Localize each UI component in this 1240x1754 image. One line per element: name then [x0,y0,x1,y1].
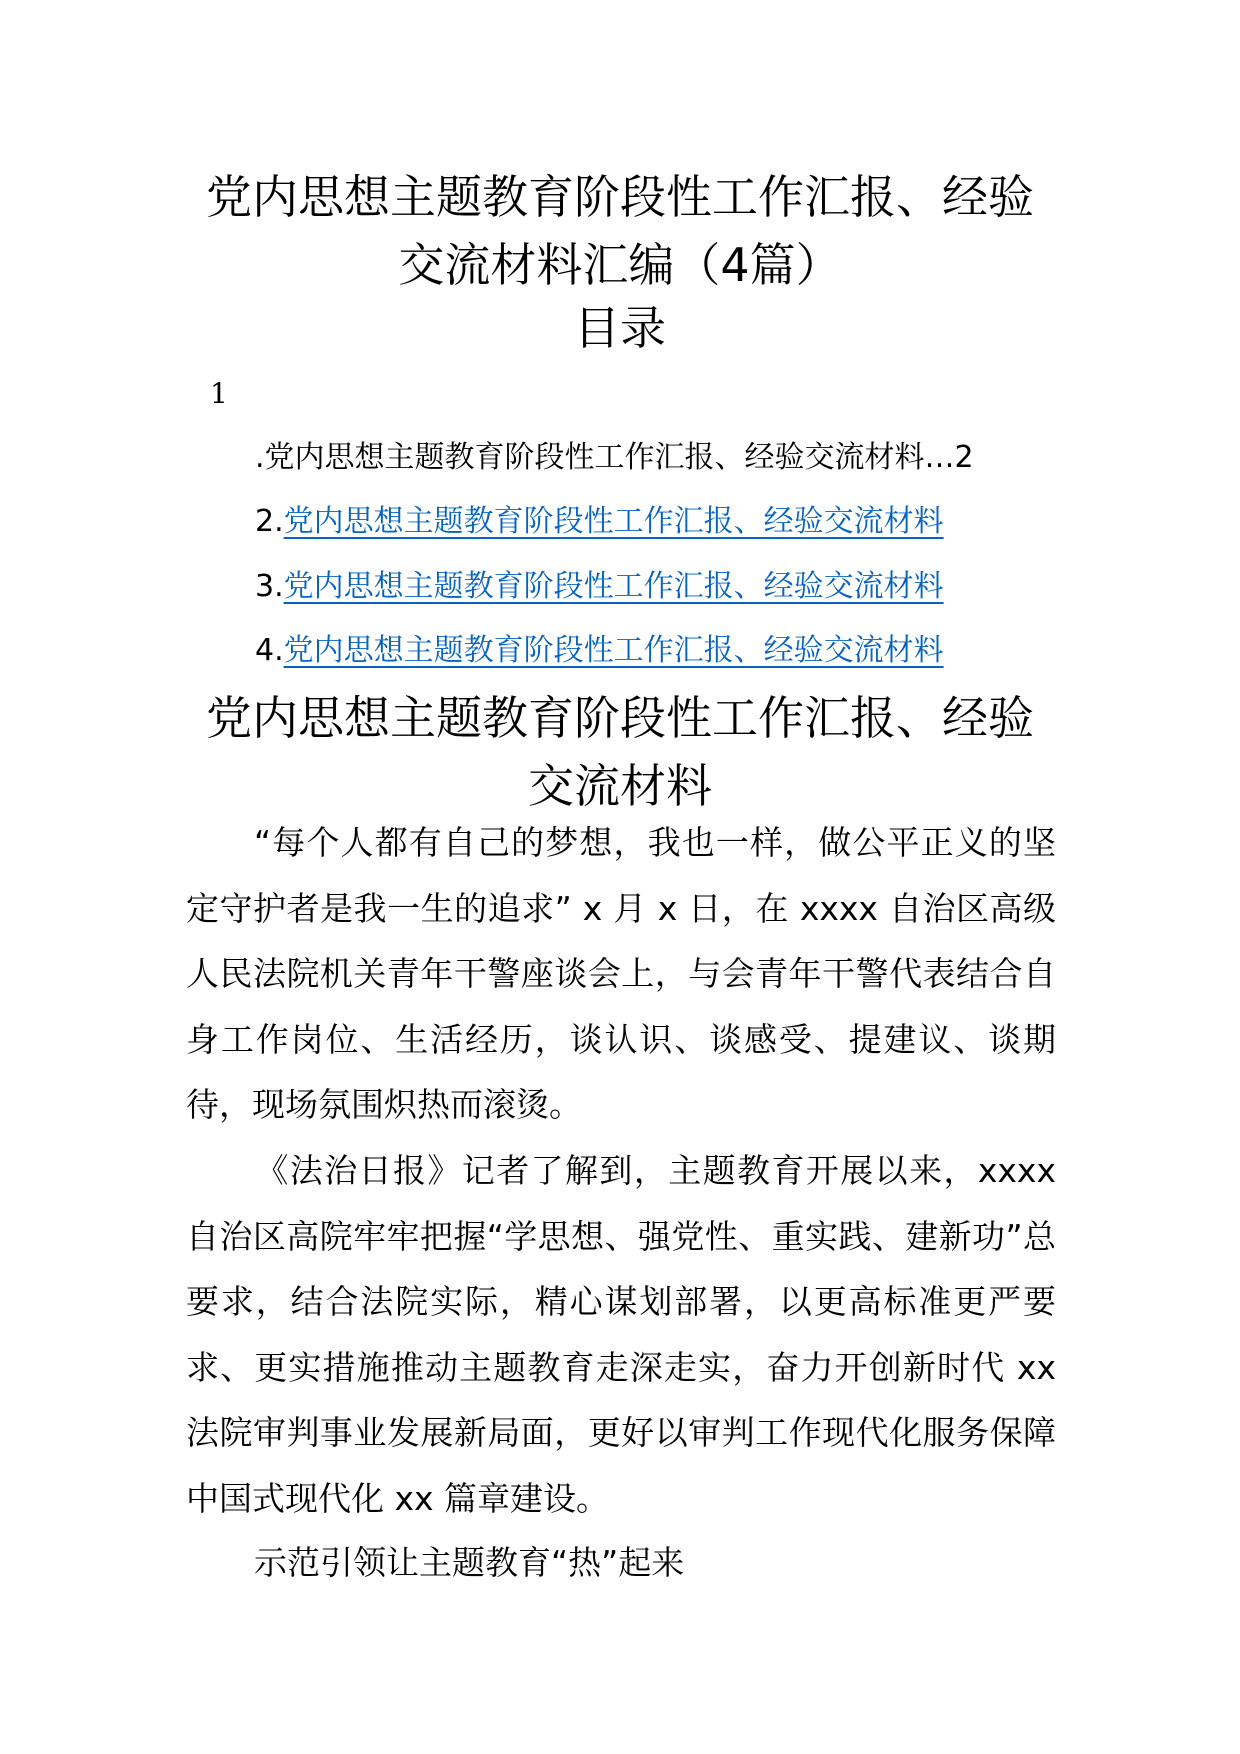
article-title [140,684,1100,820]
toc-item-link[interactable]: 党内思想主题教育阶段性工作汇报、经验交流材料 [283,633,944,668]
toc-item-link[interactable]: 党内思想主题教育阶段性工作汇报、经验交流材料 [283,504,944,539]
paragraph-1 [186,810,1056,1138]
toc-item-1[interactable] [255,436,974,480]
toc-item-2[interactable] [255,500,944,544]
toc-item-link[interactable]: 党内思想主题教育阶段性工作汇报、经验交流材料 [283,569,944,604]
section-heading-text: 示范引领让主题教育“热”起来 [254,1543,685,1582]
main-title-line2: 交流材料汇编（4篇） [398,238,842,292]
main-title [140,163,1100,299]
paragraph-2-text: 《法治日报》记者了解到，主题教育开展以来，xxxx 自治区高院牢牢把握“学思想、强党性、重实践、建新功”总要求，结合法院实际，精心谋划部署，以更高标准更严要求、更实措施推动主题教育走深走实，奋力开创新时代 xx 法院审判事业发展新局面，更好以审判工作现代化服务保障中国式现代化 xx 篇章建设。 [186,1151,1056,1518]
paragraph-1-text: “每个人都有自己的梦想，我也一样，做公平正义的坚定守护者是我一生的追求” x 月 x 日，在 xxxx 自治区高级人民法院机关青年干警座谈会上，与会青年干警代表结合自身工作岗位、生活经历，谈认识、谈感受、提建议、谈期待，现场氛围炽热而滚烫。 [186,823,1056,1124]
main-title-line1: 党内思想主题教育阶段性工作汇报、经验 [206,170,1034,224]
toc-item-3[interactable] [255,565,944,609]
article-title-line1: 党内思想主题教育阶段性工作汇报、经验 [206,691,1034,745]
toc-item-prefix: . [255,440,265,475]
toc-heading: 目录 [574,301,666,355]
toc-item-prefix: 4. [255,633,284,668]
paragraph-2 [186,1138,1056,1531]
article-title-line2: 交流材料 [528,759,712,813]
toc-item-text: 党内思想主题教育阶段性工作汇报、经验交流材料…2 [264,440,974,475]
toc-item-prefix: 2. [255,504,284,539]
toc-item-4[interactable] [255,629,944,673]
toc-item-prefix: 3. [255,569,284,604]
section-heading [186,1530,1056,1596]
toc-first-number: 1 [210,377,228,410]
